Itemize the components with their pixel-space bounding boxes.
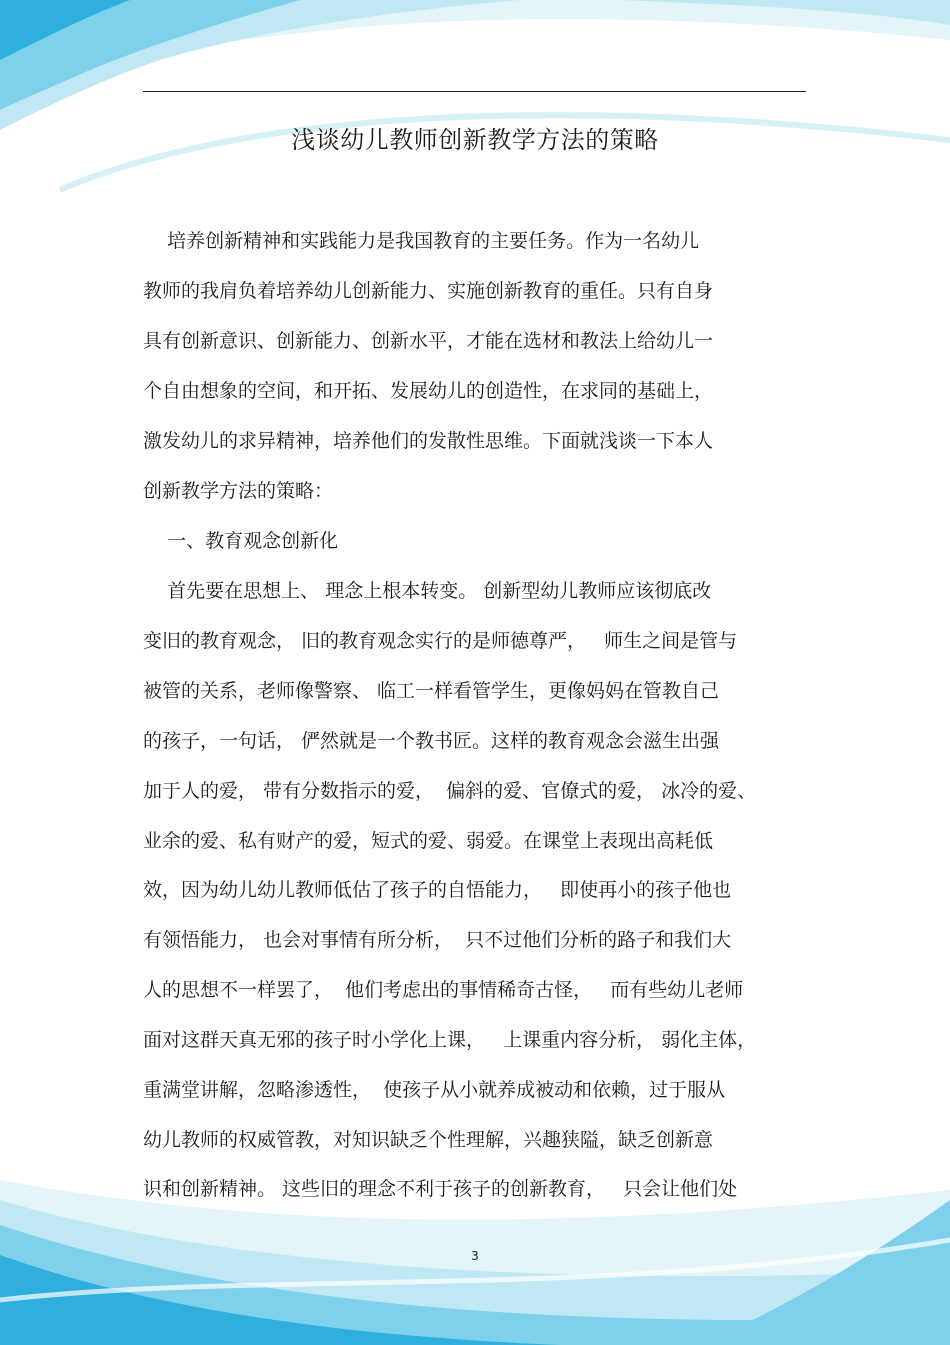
- text-line-20: 识和创新精神。 这些旧的理念不利于孩子的创新教育， 只会让他们处: [143, 1178, 738, 1200]
- text-line-6: 创新教学方法的策略：: [143, 480, 334, 502]
- page-number: 3: [471, 1249, 479, 1263]
- text-line-3: 具有创新意识、创新能力、创新水平，才能在选材和教法上给幼儿一: [143, 330, 714, 352]
- text-line-19: 幼儿教师的权威管教，对知识缺乏个性理解，兴趣狭隘，缺乏创新意: [143, 1129, 714, 1151]
- text-line-18: 重满堂讲解，忽略渗透性， 使孩子从小就养成被动和依赖，过于服从: [143, 1079, 726, 1101]
- text-line-14: 效，因为幼儿幼儿教师低估了孩子的自悟能力， 即使再小的孩子他也: [143, 879, 732, 901]
- text-line-10: 被管的关系，老师像警察、 临工一样看管学生，更像妈妈在管教自己: [143, 680, 720, 702]
- text-line-5: 激发幼儿的求异精神，培养他们的发散性思维。下面就浅谈一下本人: [143, 430, 714, 452]
- section-heading-1: 一、教育观念创新化: [143, 530, 339, 552]
- text-line-2: 教师的我肩负着培养幼儿创新能力、实施创新教育的重任。只有自身: [143, 280, 714, 302]
- text-line-16: 人的思想不一样罢了， 他们考虑出的事情稀奇古怪， 而有些幼儿老师: [143, 979, 744, 1001]
- document-title: 浅谈幼儿教师创新教学方法的策略: [291, 126, 659, 154]
- text-line-8: 首先要在思想上、 理念上根本转变。 创新型幼儿教师应该彻底改: [143, 580, 712, 602]
- text-line-4: 个自由想象的空间，和开拓、发展幼儿的创造性，在求同的基础上，: [143, 380, 714, 402]
- text-line-13: 业余的爱、私有财产的爱，短式的爱、弱爱。在课堂上表现出高耗低: [143, 830, 714, 852]
- text-line-15: 有领悟能力， 也会对事情有所分析， 只不过他们分析的路子和我们大: [143, 929, 732, 951]
- text-line-12: 加于人的爱， 带有分数指示的爱， 偏斜的爱、官僚式的爱， 冰冷的爱、: [143, 780, 757, 802]
- header-rule: [143, 91, 806, 92]
- text-line-11: 的孩子，一句话， 俨然就是一个教书匠。这样的教育观念会滋生出强: [143, 730, 720, 752]
- text-line-17: 面对这群天真无邪的孩子时小学化上课， 上课重内容分析， 弱化主体，: [143, 1029, 757, 1051]
- text-line-1: 培养创新精神和实践能力是我国教育的主要任务。作为一名幼儿: [143, 230, 700, 252]
- text-line-9: 变旧的教育观念， 旧的教育观念实行的是师德尊严， 师生之间是管与: [143, 630, 738, 652]
